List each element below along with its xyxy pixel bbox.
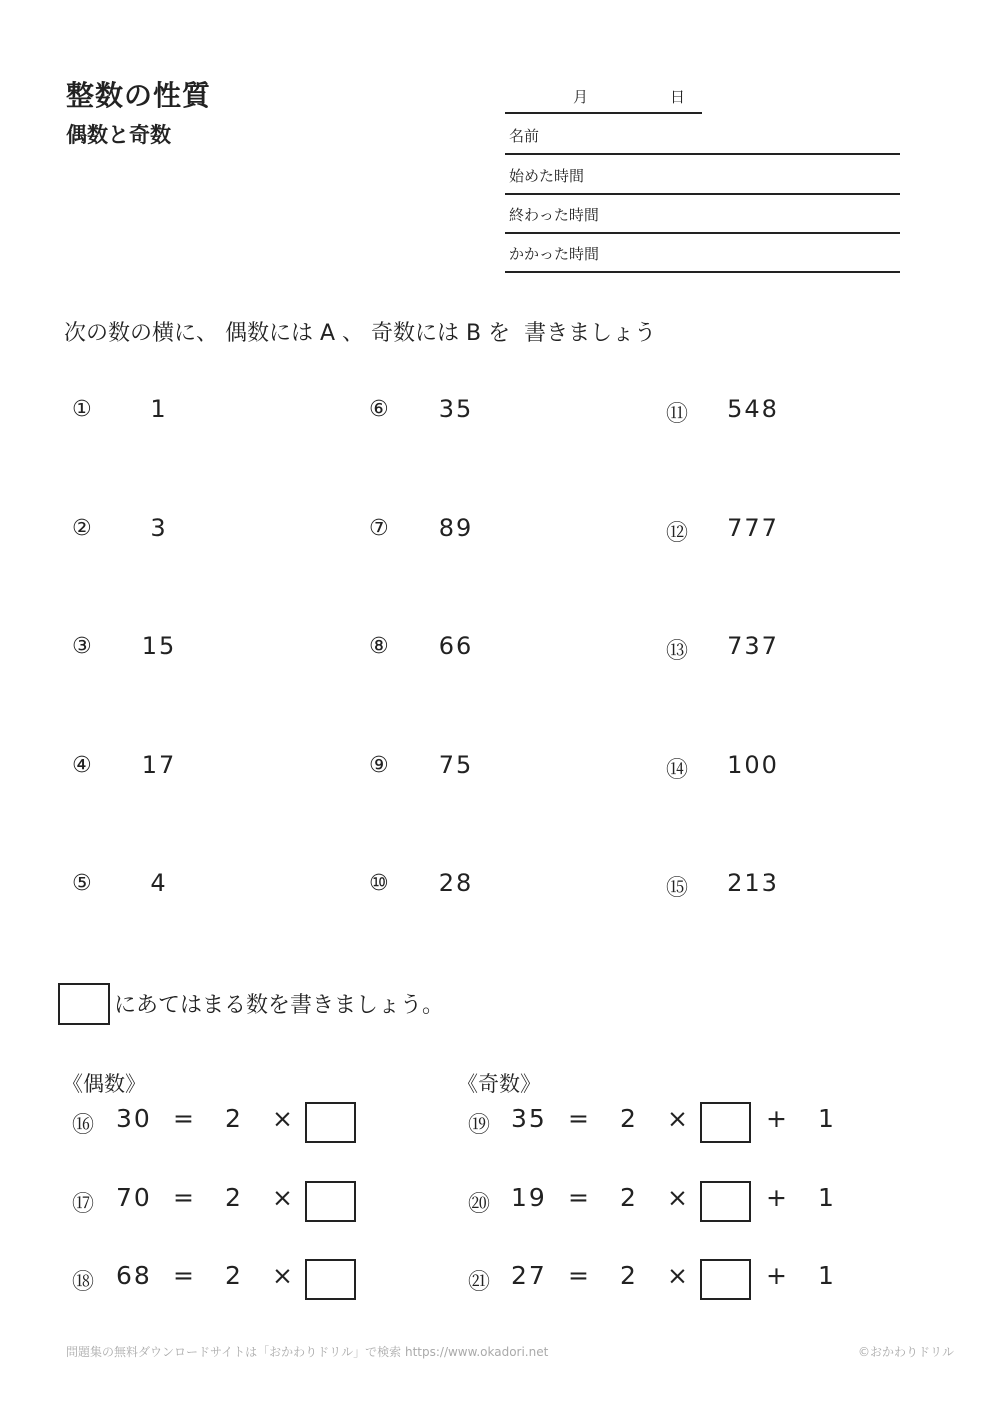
problem-value: 15 bbox=[141, 632, 177, 660]
start-time-field[interactable] bbox=[505, 155, 900, 195]
equals-sign: = bbox=[173, 1261, 196, 1290]
multiplier-value: 2 bbox=[620, 1104, 638, 1133]
answer-box[interactable] bbox=[700, 1181, 751, 1222]
plus-sign: + bbox=[766, 1261, 789, 1290]
equation-number: ㉑ bbox=[468, 1270, 491, 1295]
equals-sign: = bbox=[568, 1104, 591, 1133]
problem-number: ⑬ bbox=[666, 639, 689, 664]
problem-number: ⑮ bbox=[666, 876, 689, 901]
equation-number: ⑲ bbox=[468, 1113, 491, 1138]
problem-value: 66 bbox=[438, 632, 474, 660]
problem-number: ⑦ bbox=[369, 516, 389, 541]
multiplier-value: 2 bbox=[620, 1261, 638, 1290]
plus-sign: + bbox=[766, 1104, 789, 1133]
multiplier-value: 2 bbox=[225, 1104, 243, 1133]
instruction-part1: 次の数の横に、 偶数には A 、 奇数には B を 書きましょう bbox=[64, 321, 657, 346]
answer-box[interactable] bbox=[305, 1102, 356, 1143]
problem-number: ③ bbox=[72, 634, 92, 659]
times-sign: × bbox=[272, 1261, 295, 1290]
equation-left-value: 19 bbox=[511, 1183, 547, 1212]
equals-sign: = bbox=[173, 1104, 196, 1133]
equation-number: ⑱ bbox=[72, 1270, 95, 1295]
problem-number: ④ bbox=[72, 753, 92, 778]
answer-box[interactable] bbox=[700, 1102, 751, 1143]
plus-sign: + bbox=[766, 1183, 789, 1212]
problem-value: 777 bbox=[727, 514, 779, 542]
problem-value: 213 bbox=[727, 869, 779, 897]
start-time-label: 始めた時間 bbox=[509, 167, 585, 185]
footer-copyright: ©おかわりドリル bbox=[858, 1345, 955, 1359]
problem-value: 17 bbox=[141, 751, 177, 779]
problem-number: ⑤ bbox=[72, 871, 92, 896]
problem-value: 4 bbox=[150, 869, 168, 897]
problem-value: 35 bbox=[438, 395, 474, 423]
problem-number: ⑭ bbox=[666, 758, 689, 783]
addend-value: 1 bbox=[818, 1183, 836, 1212]
times-sign: × bbox=[667, 1104, 690, 1133]
day-label: 日 bbox=[670, 88, 686, 106]
answer-box[interactable] bbox=[700, 1259, 751, 1300]
problem-value: 89 bbox=[438, 514, 474, 542]
problem-number: ① bbox=[72, 397, 92, 422]
problem-number: ⑪ bbox=[666, 402, 689, 427]
page-subtitle: 偶数と奇数 bbox=[66, 123, 171, 147]
date-line bbox=[505, 112, 702, 114]
page-title: 整数の性質 bbox=[66, 79, 212, 112]
sample-blank-box bbox=[58, 983, 110, 1025]
equals-sign: = bbox=[173, 1183, 196, 1212]
instruction-part2: にあてはまる数を書きましょう。 bbox=[114, 993, 445, 1018]
odd-section-label: 《奇数》 bbox=[457, 1072, 541, 1096]
addend-value: 1 bbox=[818, 1104, 836, 1133]
even-section-label: 《偶数》 bbox=[62, 1072, 146, 1096]
end-time-field[interactable] bbox=[505, 194, 900, 234]
problem-value: 548 bbox=[727, 395, 779, 423]
equals-sign: = bbox=[568, 1261, 591, 1290]
equation-left-value: 68 bbox=[116, 1261, 152, 1290]
problem-number: ⑫ bbox=[666, 521, 689, 546]
equation-left-value: 27 bbox=[511, 1261, 547, 1290]
multiplier-value: 2 bbox=[225, 1183, 243, 1212]
equation-left-value: 30 bbox=[116, 1104, 152, 1133]
answer-box[interactable] bbox=[305, 1259, 356, 1300]
problem-number: ⑨ bbox=[369, 753, 389, 778]
footer-site-text: 問題集の無料ダウンロードサイトは「おかわりドリル」で検索 https://www.okadori.net bbox=[66, 1345, 549, 1359]
addend-value: 1 bbox=[818, 1261, 836, 1290]
multiplier-value: 2 bbox=[620, 1183, 638, 1212]
times-sign: × bbox=[272, 1104, 295, 1133]
problem-value: 1 bbox=[150, 395, 168, 423]
elapsed-time-field[interactable] bbox=[505, 233, 900, 273]
equals-sign: = bbox=[568, 1183, 591, 1212]
equation-number: ⑳ bbox=[468, 1192, 491, 1217]
problem-number: ⑥ bbox=[369, 397, 389, 422]
equation-left-value: 35 bbox=[511, 1104, 547, 1133]
problem-value: 3 bbox=[150, 514, 168, 542]
problem-value: 737 bbox=[727, 632, 779, 660]
multiplier-value: 2 bbox=[225, 1261, 243, 1290]
problem-value: 100 bbox=[727, 751, 779, 779]
problem-value: 75 bbox=[438, 751, 474, 779]
problem-number: ⑩ bbox=[369, 871, 389, 896]
end-time-label: 終わった時間 bbox=[509, 206, 599, 224]
times-sign: × bbox=[272, 1183, 295, 1212]
equation-left-value: 70 bbox=[116, 1183, 152, 1212]
name-field-label: 名前 bbox=[509, 127, 540, 145]
answer-box[interactable] bbox=[305, 1181, 356, 1222]
month-label: 月 bbox=[573, 88, 589, 106]
times-sign: × bbox=[667, 1183, 690, 1212]
times-sign: × bbox=[667, 1261, 690, 1290]
elapsed-time-label: かかった時間 bbox=[509, 245, 600, 263]
equation-number: ⑯ bbox=[72, 1113, 95, 1138]
problem-value: 28 bbox=[438, 869, 474, 897]
name-field[interactable] bbox=[505, 115, 900, 155]
problem-number: ⑧ bbox=[369, 634, 389, 659]
equation-number: ⑰ bbox=[72, 1192, 95, 1217]
problem-number: ② bbox=[72, 516, 92, 541]
